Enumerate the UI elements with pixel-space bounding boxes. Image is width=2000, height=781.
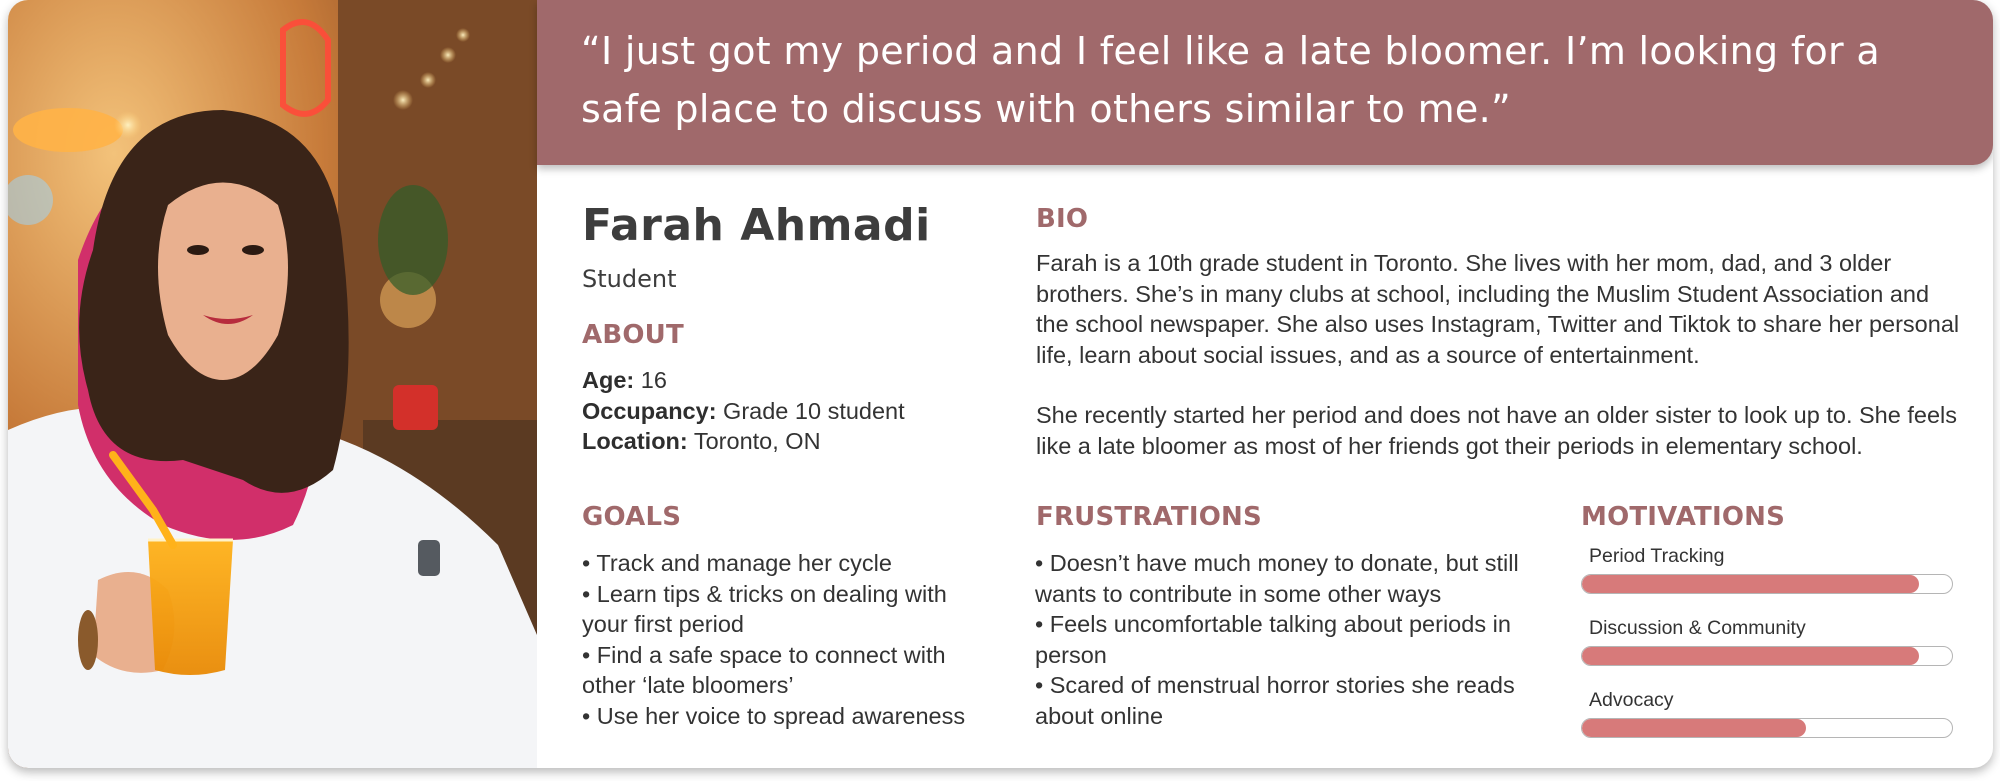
- goals-item: • Learn tips & tricks on dealing with your first period: [582, 580, 947, 637]
- goals-heading: GOALS: [582, 502, 682, 532]
- motivation-discussion-community: [1581, 617, 1963, 689]
- goals-item: • Track and manage her cycle: [582, 550, 892, 576]
- motivation-bar-track: [1581, 646, 1953, 666]
- bio-heading: BIO: [1036, 204, 1089, 234]
- motivation-label: Period Tracking: [1589, 545, 1725, 567]
- frustrations-list: [1035, 548, 1545, 731]
- motivation-bar-fill: [1582, 647, 1919, 665]
- persona-photo: [8, 0, 537, 768]
- frustrations-item: • Doesn’t have much money to donate, but still wants to contribute in some other ways: [1035, 550, 1519, 607]
- motivation-period-tracking: [1581, 545, 1963, 617]
- about-heading: ABOUT: [582, 320, 684, 350]
- about-age-label: Age:: [582, 367, 635, 393]
- frustrations-item: • Feels uncomfortable talking about periods in person: [1035, 611, 1511, 668]
- motivation-bar-fill: [1582, 719, 1806, 737]
- frustrations-item: • Scared of menstrual horror stories she reads about online: [1035, 672, 1515, 729]
- motivations-list: [1581, 545, 1963, 761]
- about-location-value: Toronto, ON: [687, 428, 821, 454]
- bio-text: [1036, 248, 1966, 491]
- about-age: [582, 365, 905, 396]
- persona-name: Farah Ahmadi: [582, 200, 931, 251]
- bio-paragraph: Farah is a 10th grade student in Toronto. She lives with her mom, dad, and 3 older brothers. She’s in many clubs at school, including the Muslim Student Association and the school newspaper. She also uses Instagram, Twitter and Tiktok to share her personal life, learn about social issues, and as a source of entertainment.: [1036, 250, 1960, 368]
- motivations-heading: MOTIVATIONS: [1581, 502, 1786, 532]
- quote-banner: [537, 0, 1993, 165]
- about-location: [582, 426, 905, 457]
- goals-list: [582, 548, 982, 731]
- persona-card: [8, 0, 1993, 768]
- about-age-value: 16: [634, 367, 667, 393]
- about-occupancy-value: Grade 10 student: [716, 397, 905, 424]
- motivation-bar-track: [1581, 574, 1953, 594]
- motivation-bar-track: [1581, 718, 1953, 738]
- motivation-advocacy: [1581, 689, 1963, 761]
- goals-item: • Use her voice to spread awareness: [582, 702, 966, 729]
- motivation-label: Advocacy: [1589, 689, 1674, 711]
- about-location-label: Location:: [582, 428, 688, 454]
- about-occupancy: [582, 396, 905, 427]
- motivation-label: Discussion & Community: [1589, 617, 1806, 639]
- about-list: [582, 365, 905, 457]
- persona-photo-illustration: [8, 0, 537, 768]
- persona-quote: “I just got my period and I feel like a late bloomer. I’m looking for a safe place to discuss with others similar to me.”: [581, 29, 1880, 131]
- motivation-bar-fill: [1582, 575, 1919, 593]
- bio-paragraph: She recently started her period and does not have an older sister to look up to. She feels like a late bloomer as most of her friends got their periods in elementary school.: [1036, 402, 1957, 459]
- persona-role: Student: [582, 265, 677, 293]
- frustrations-heading: FRUSTRATIONS: [1036, 502, 1262, 532]
- goals-item: • Find a safe space to connect with other ‘late bloomers’: [582, 641, 946, 698]
- about-occupancy-label: Occupancy:: [582, 397, 717, 424]
